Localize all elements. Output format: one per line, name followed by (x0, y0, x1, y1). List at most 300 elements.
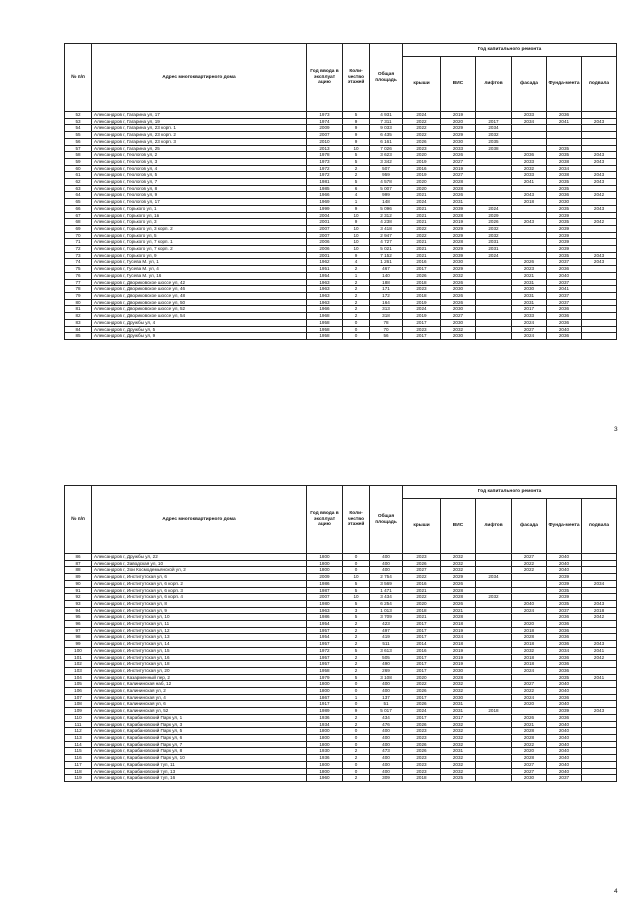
cell-facade: 2027 (512, 768, 547, 775)
cell-area: 476 (370, 721, 403, 728)
cell-vis: 2032 (441, 728, 476, 735)
cell-basement (582, 279, 617, 286)
cell-year: 1986 (307, 614, 343, 621)
cell-lift: 2031 (476, 239, 512, 246)
table-row (65, 574, 617, 581)
cell-facade: 2031 (512, 292, 547, 299)
cell-roof: 2023 (403, 755, 441, 762)
cell-lift (476, 560, 512, 567)
cell-year: 1972 (307, 172, 343, 179)
cell-roof: 2024 (403, 199, 441, 206)
cell-year: 1973 (307, 158, 343, 165)
table-row (65, 165, 617, 172)
cell-basement (582, 701, 617, 708)
cell-vis: 2030 (441, 694, 476, 701)
table-row (65, 621, 617, 628)
cell-foundation: 2034 (547, 647, 582, 654)
cell-basement (582, 326, 617, 333)
table-row (65, 641, 617, 648)
cell-lift (476, 728, 512, 735)
header-floors: Коли-чество этажей (343, 486, 370, 554)
cell-basement (582, 755, 617, 762)
cell-foundation: 2036 (547, 627, 582, 634)
cell-lift (476, 607, 512, 614)
table-row (65, 239, 617, 246)
cell-vis: 2030 (441, 286, 476, 293)
cell-basement (582, 748, 617, 755)
table-row (65, 279, 617, 286)
cell-address: Александров г, Карабановский Парк ул, 8 (92, 748, 307, 755)
cell-floors: 2 (343, 641, 370, 648)
header-facade: фасада (512, 499, 547, 554)
table-row (65, 761, 617, 768)
cell-vis: 2019 (441, 219, 476, 226)
cell-vis: 2029 (441, 125, 476, 132)
header-num: № п/п (65, 44, 92, 112)
cell-area: 400 (370, 688, 403, 695)
cell-lift (476, 272, 512, 279)
cell-floors: 5 (343, 674, 370, 681)
cell-year: 1985 (307, 185, 343, 192)
cell-year: 1800 (307, 761, 343, 768)
cell-roof: 2023 (403, 761, 441, 768)
cell-floors: 0 (343, 701, 370, 708)
cell-roof: 2016 (403, 259, 441, 266)
table-row (65, 192, 617, 199)
cell-foundation (547, 132, 582, 139)
header-roof: крыши (403, 57, 441, 112)
cell-foundation: 2036 (547, 333, 582, 340)
cell-lift (476, 775, 512, 782)
cell-basement (582, 132, 617, 139)
cell-lift (476, 286, 512, 293)
cell-roof: 2017 (403, 333, 441, 340)
cell-address: Александров г, Гусева М. ул, 4 (92, 266, 307, 273)
cell-lift (476, 172, 512, 179)
cell-address: Александров г, Институтская ул, 10 (92, 614, 307, 621)
cell-area: 505 (370, 654, 403, 661)
cell-area: 318 (370, 313, 403, 320)
table-row (65, 661, 617, 668)
cell-roof: 2020 (403, 179, 441, 186)
cell-address: Александров г, Карабановский туп, 11 (92, 761, 307, 768)
cell-vis: 2033 (441, 145, 476, 152)
cell-vis: 2032 (441, 326, 476, 333)
cell-lift (476, 641, 512, 648)
cell-num: 93 (65, 600, 92, 607)
cell-num: 64 (65, 192, 92, 199)
cell-basement (582, 292, 617, 299)
cell-year: 1958 (307, 319, 343, 326)
cell-address: Александров г, Институтская ул, 13 (92, 634, 307, 641)
table-row (65, 674, 617, 681)
cell-basement (582, 138, 617, 145)
cell-lift (476, 158, 512, 165)
cell-lift (476, 554, 512, 561)
cell-address: Александров г, Зои Космодемьянской ул, 2 (92, 567, 307, 574)
table-row (65, 199, 617, 206)
cell-address: Александров г, Дружбы ул, 5 (92, 326, 307, 333)
cell-num: 59 (65, 158, 92, 165)
cell-roof: 2018 (403, 279, 441, 286)
cell-vis: 2019 (441, 647, 476, 654)
cell-roof: 2018 (403, 607, 441, 614)
cell-address: Александров г, Гагарина ул, 17 (92, 112, 307, 119)
cell-basement: 2043 (582, 600, 617, 607)
cell-num: 96 (65, 621, 92, 628)
cell-area: 5 021 (370, 246, 403, 253)
cell-num: 105 (65, 681, 92, 688)
header-address: Адрес многоквартирного дома (92, 486, 307, 554)
cell-num: 104 (65, 674, 92, 681)
table-row (65, 118, 617, 125)
cell-year: 1963 (307, 607, 343, 614)
cell-area: 4 727 (370, 239, 403, 246)
cell-basement (582, 594, 617, 601)
cell-vis: 2027 (441, 313, 476, 320)
cell-vis: 2028 (441, 212, 476, 219)
cell-vis: 2032 (441, 734, 476, 741)
table-row (65, 145, 617, 152)
cell-facade (512, 674, 547, 681)
cell-floors: 5 (343, 647, 370, 654)
cell-facade (512, 587, 547, 594)
cell-lift (476, 755, 512, 762)
cell-foundation: 2039 (547, 708, 582, 715)
cell-basement (582, 560, 617, 567)
header-vis: ВИС (441, 499, 476, 554)
cell-address: Александров г, Институтская ул, 18 (92, 661, 307, 668)
cell-address: Александров г, Гусева М. ул, 16 (92, 272, 307, 279)
cell-basement (582, 775, 617, 782)
table-row (65, 768, 617, 775)
cell-basement (582, 688, 617, 695)
cell-facade (512, 239, 547, 246)
cell-area: 3 418 (370, 225, 403, 232)
cell-foundation: 2040 (547, 761, 582, 768)
cell-basement (582, 661, 617, 668)
cell-vis: 2039 (441, 205, 476, 212)
cell-facade: 2033 (512, 172, 547, 179)
cell-area: 400 (370, 755, 403, 762)
cell-area: 3 613 (370, 647, 403, 654)
cell-floors: 0 (343, 567, 370, 574)
cell-floors: 2 (343, 286, 370, 293)
cell-facade: 2033 (512, 313, 547, 320)
table-row (65, 225, 617, 232)
cell-floors: 0 (343, 734, 370, 741)
cell-foundation: 2037 (547, 292, 582, 299)
cell-vis: 2028 (441, 587, 476, 594)
cell-floors: 2 (343, 748, 370, 755)
cell-vis: 2031 (441, 701, 476, 708)
cell-num: 71 (65, 239, 92, 246)
cell-year: 1979 (307, 674, 343, 681)
cell-basement (582, 694, 617, 701)
cell-address: Александров г, Карабановский Парк ул, 10 (92, 755, 307, 762)
cell-roof: 2020 (403, 674, 441, 681)
cell-floors: 10 (343, 574, 370, 581)
cell-roof: 2023 (403, 286, 441, 293)
cell-foundation: 2040 (547, 734, 582, 741)
header-basement: подвала (582, 499, 617, 554)
cell-num: 94 (65, 607, 92, 614)
cell-facade: 2027 (512, 761, 547, 768)
cell-address: Александров г, Геологов ул, 7 (92, 179, 307, 186)
cell-floors: 2 (343, 721, 370, 728)
cell-roof: 2026 (403, 741, 441, 748)
table-row (65, 748, 617, 755)
cell-floors: 1 (343, 199, 370, 206)
cell-vis: 2030 (441, 259, 476, 266)
repair-schedule-table-page-4 (64, 485, 617, 782)
cell-floors: 6 (343, 185, 370, 192)
cell-roof: 2017 (403, 661, 441, 668)
cell-foundation: 2040 (547, 741, 582, 748)
cell-facade: 2032 (512, 165, 547, 172)
cell-address: Александров г, Двориковское шоссе ул, 46 (92, 286, 307, 293)
cell-basement (582, 125, 617, 132)
cell-year: 1934 (307, 721, 343, 728)
cell-facade: 2041 (512, 179, 547, 186)
cell-foundation: 2036 (547, 313, 582, 320)
cell-address: Александров г, Казарменный пер, 2 (92, 674, 307, 681)
cell-num: 101 (65, 654, 92, 661)
cell-area: 400 (370, 734, 403, 741)
cell-foundation: 2035 (547, 179, 582, 186)
cell-basement (582, 212, 617, 219)
cell-year: 1987 (307, 587, 343, 594)
cell-foundation (547, 125, 582, 132)
cell-facade: 2027 (512, 681, 547, 688)
cell-facade (512, 580, 547, 587)
cell-area: 148 (370, 199, 403, 206)
cell-address: Александров г, Горького ул, 9 (92, 252, 307, 259)
cell-roof: 2021 (403, 239, 441, 246)
cell-lift (476, 694, 512, 701)
cell-vis: 2025 (441, 775, 476, 782)
cell-year: 1917 (307, 701, 343, 708)
cell-area: 164 (370, 299, 403, 306)
cell-vis: 2021 (441, 607, 476, 614)
cell-num: 73 (65, 252, 92, 259)
cell-year: 1957 (307, 654, 343, 661)
cell-vis: 2029 (441, 266, 476, 273)
cell-basement: 2043 (582, 172, 617, 179)
cell-facade: 2018 (512, 641, 547, 648)
cell-year: 1958 (307, 667, 343, 674)
cell-year: 1963 (307, 286, 343, 293)
cell-foundation: 2038 (547, 172, 582, 179)
cell-year: 1951 (307, 266, 343, 273)
cell-facade (512, 185, 547, 192)
cell-address: Александров г, Калининская наб, 12 (92, 681, 307, 688)
table-row (65, 112, 617, 119)
cell-lift (476, 674, 512, 681)
cell-num: 72 (65, 246, 92, 253)
cell-foundation: 2035 (547, 145, 582, 152)
cell-lift (476, 627, 512, 634)
header-facade: фасада (512, 57, 547, 112)
cell-basement: 2043 (582, 152, 617, 159)
cell-address: Александров г, Геологов ул, 9 (92, 192, 307, 199)
cell-roof: 2026 (403, 688, 441, 695)
cell-floors: 2 (343, 661, 370, 668)
cell-facade: 2024 (512, 607, 547, 614)
cell-floors: 5 (343, 600, 370, 607)
header-area: Общая площадь (370, 44, 403, 112)
cell-year: 1930 (307, 748, 343, 755)
cell-foundation: 2035 (547, 219, 582, 226)
cell-area: 5 007 (370, 185, 403, 192)
cell-year: 1963 (307, 279, 343, 286)
cell-foundation: 2035 (547, 185, 582, 192)
cell-year: 1963 (307, 299, 343, 306)
cell-year: 2013 (307, 145, 343, 152)
cell-lift: 2032 (476, 232, 512, 239)
cell-floors: 9 (343, 252, 370, 259)
table-row (65, 634, 617, 641)
cell-num: 63 (65, 185, 92, 192)
cell-floors: 5 (343, 112, 370, 119)
cell-year: 1800 (307, 554, 343, 561)
cell-area: 309 (370, 775, 403, 782)
cell-vis: 2026 (441, 152, 476, 159)
cell-roof: 2014 (403, 641, 441, 648)
cell-lift (476, 768, 512, 775)
cell-address: Александров г, Институтская ул, 14 (92, 641, 307, 648)
cell-lift (476, 681, 512, 688)
cell-foundation: 2040 (547, 701, 582, 708)
cell-facade: 2033 (512, 112, 547, 119)
table-row (65, 607, 617, 614)
cell-lift: 2038 (476, 145, 512, 152)
cell-lift: 2031 (476, 246, 512, 253)
cell-roof: 2020 (403, 600, 441, 607)
table-row (65, 286, 617, 293)
table-row (65, 299, 617, 306)
cell-year: 2007 (307, 232, 343, 239)
cell-vis: 2019 (441, 112, 476, 119)
header-year: Год ввода в эксплуат ацию (307, 44, 343, 112)
cell-basement (582, 574, 617, 581)
cell-facade (512, 145, 547, 152)
cell-foundation: 2036 (547, 192, 582, 199)
cell-floors: 2 (343, 292, 370, 299)
cell-area: 400 (370, 728, 403, 735)
cell-roof: 2017 (403, 319, 441, 326)
cell-floors: 2 (343, 621, 370, 628)
cell-roof: 2017 (403, 621, 441, 628)
cell-num: 61 (65, 172, 92, 179)
cell-area: 56 (370, 333, 403, 340)
table-row (65, 567, 617, 574)
table-row (65, 627, 617, 634)
cell-num: 109 (65, 708, 92, 715)
cell-roof: 2021 (403, 212, 441, 219)
table-row (65, 721, 617, 728)
cell-foundation: 2041 (547, 286, 582, 293)
header-roof: крыши (403, 499, 441, 554)
cell-num: 92 (65, 594, 92, 601)
cell-lift (476, 621, 512, 628)
cell-area: 313 (370, 306, 403, 313)
header-floors: Коли-чество этажей (343, 44, 370, 112)
cell-num: 111 (65, 721, 92, 728)
cell-vis: 2032 (441, 755, 476, 762)
cell-lift (476, 326, 512, 333)
cell-lift (476, 741, 512, 748)
cell-num: 78 (65, 286, 92, 293)
cell-foundation: 2039 (547, 212, 582, 219)
cell-num: 113 (65, 734, 92, 741)
cell-num: 81 (65, 306, 92, 313)
cell-foundation: 2038 (547, 158, 582, 165)
cell-basement: 2043 (582, 708, 617, 715)
cell-lift (476, 185, 512, 192)
cell-floors: 0 (343, 560, 370, 567)
cell-year: 2009 (307, 574, 343, 581)
cell-facade: 2032 (512, 647, 547, 654)
cell-num: 54 (65, 125, 92, 132)
cell-area: 137 (370, 694, 403, 701)
cell-floors: 9 (343, 219, 370, 226)
cell-vis: 2032 (441, 741, 476, 748)
cell-floors: 5 (343, 587, 370, 594)
cell-vis: 2018 (441, 621, 476, 628)
cell-year: 1958 (307, 326, 343, 333)
cell-lift (476, 333, 512, 340)
cell-foundation: 2040 (547, 768, 582, 775)
cell-year: 1957 (307, 661, 343, 668)
cell-lift (476, 721, 512, 728)
cell-address: Александров г, Горького ул, 1 (92, 205, 307, 212)
cell-vis: 2028 (441, 179, 476, 186)
cell-area: 188 (370, 279, 403, 286)
cell-address: Александров г, Горького ул, 3 корп. 2 (92, 225, 307, 232)
cell-floors: 9 (343, 125, 370, 132)
cell-facade: 2027 (512, 554, 547, 561)
cell-num: 86 (65, 554, 92, 561)
cell-area: 400 (370, 567, 403, 574)
cell-facade (512, 574, 547, 581)
cell-facade (512, 138, 547, 145)
cell-vis: 2031 (441, 748, 476, 755)
cell-num: 116 (65, 755, 92, 762)
cell-floors: 9 (343, 708, 370, 715)
cell-vis: 2019 (441, 661, 476, 668)
cell-basement: 2042 (582, 219, 617, 226)
cell-num: 79 (65, 292, 92, 299)
cell-facade: 2043 (512, 219, 547, 226)
cell-address: Александров г, Калининская ул, 2 (92, 688, 307, 695)
table-row (65, 614, 617, 621)
cell-foundation: 2037 (547, 279, 582, 286)
cell-num: 82 (65, 313, 92, 320)
cell-vis: 2039 (441, 252, 476, 259)
cell-floors: 1 (343, 694, 370, 701)
cell-foundation: 2036 (547, 112, 582, 119)
cell-area: 140 (370, 272, 403, 279)
cell-area: 999 (370, 192, 403, 199)
cell-floors: 2 (343, 714, 370, 721)
cell-num: 95 (65, 614, 92, 621)
cell-basement: 2018 (582, 607, 617, 614)
cell-area: 400 (370, 554, 403, 561)
cell-vis: 2032 (441, 567, 476, 574)
cell-address: Александров г, Институтская ул, 9 (92, 607, 307, 614)
header-lift: лифтов (476, 57, 512, 112)
